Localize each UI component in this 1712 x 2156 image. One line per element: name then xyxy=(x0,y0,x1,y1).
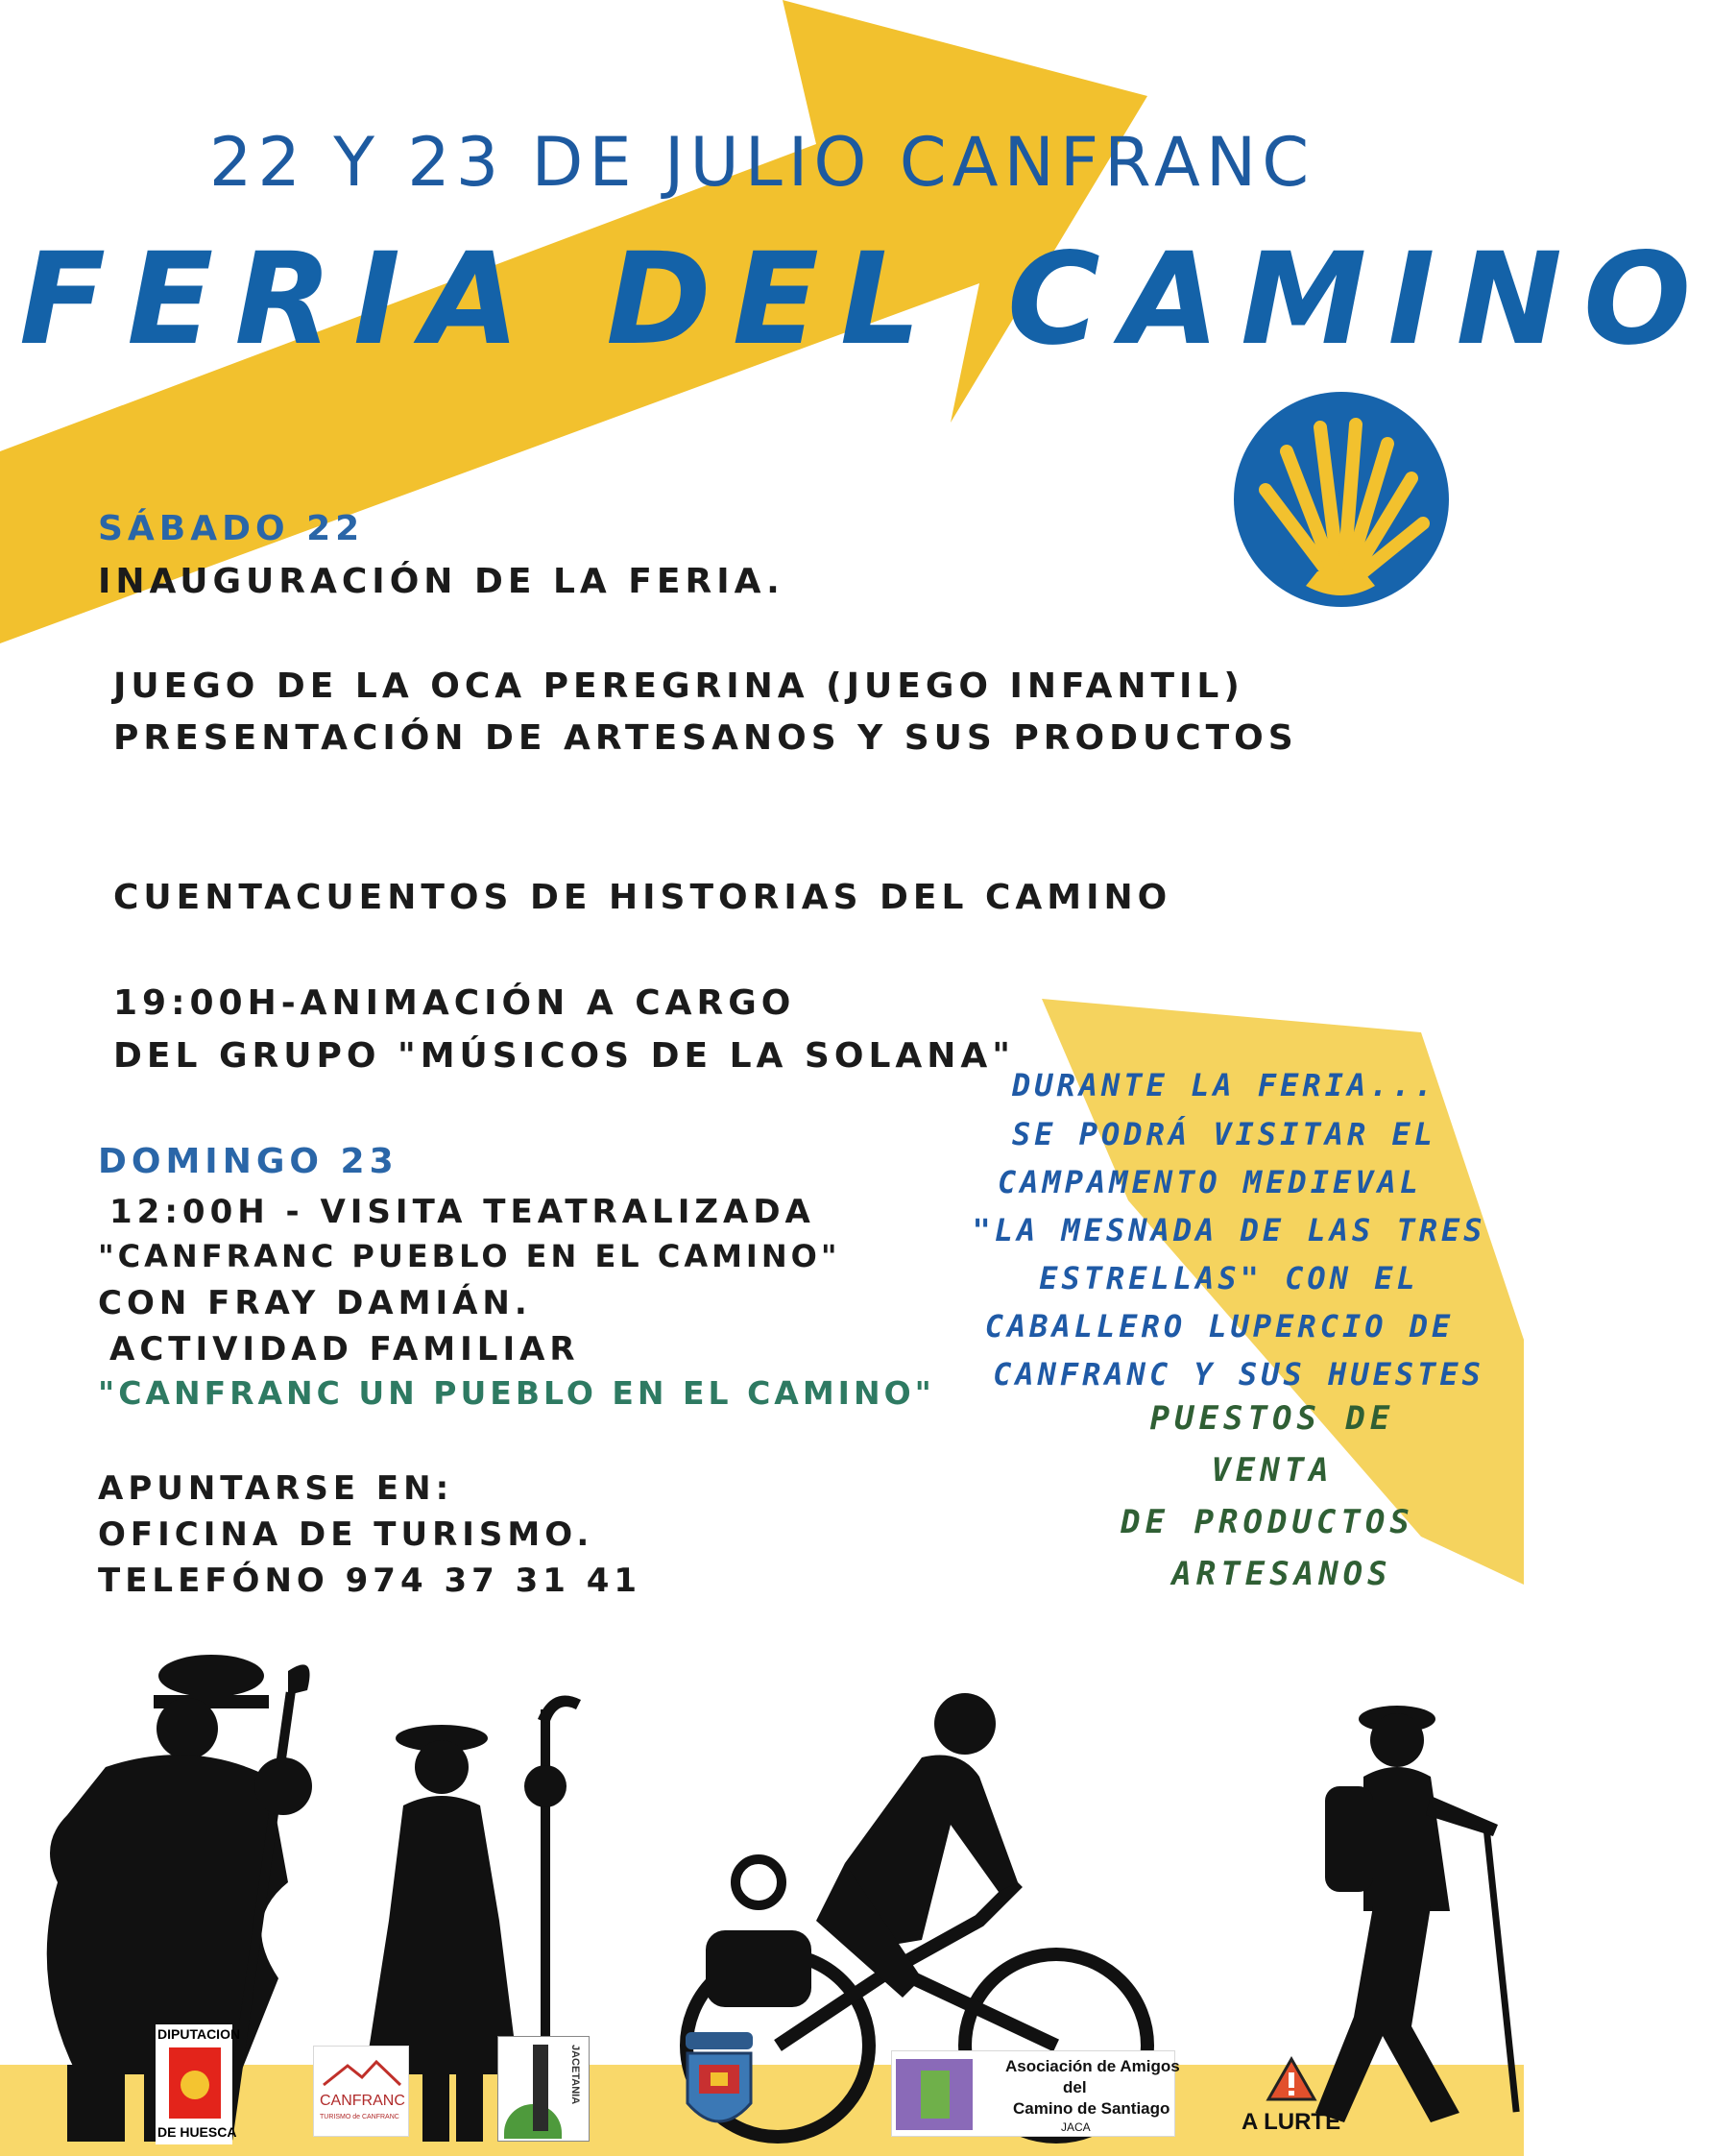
warning-triangle-icon xyxy=(1234,2055,1349,2103)
sunday-line: "CANFRANC PUEBLO EN EL CAMINO" xyxy=(98,1238,841,1274)
municipal-shield-logo xyxy=(680,2026,759,2140)
saturday-line: CUENTACUENTOS DE HISTORIAS DEL CAMINO xyxy=(113,878,1172,917)
signup-phone: TELEFÓNO 974 37 31 41 xyxy=(98,1562,642,1600)
jacetania-letter-j xyxy=(533,2045,548,2131)
saturday-line: JUEGO DE LA OCA PEREGRINA (JUEGO INFANTIL) xyxy=(113,666,1244,706)
jacetania-logo-text: JACETANIA xyxy=(569,2045,581,2105)
event-date-heading: 22 Y 23 DE JULIO CANFRANC xyxy=(208,123,1315,202)
sunday-line: CON FRAY DAMIÁN. xyxy=(98,1284,532,1322)
mountain-icon xyxy=(314,2052,410,2091)
saturday-line: INAUGURACIÓN DE LA FERIA. xyxy=(98,562,784,601)
asociacion-logo-text: JACA xyxy=(1061,2120,1091,2134)
stalls-line: VENTA xyxy=(1211,1451,1334,1490)
during-line: DURANTE LA FERIA... xyxy=(1011,1067,1437,1103)
sunday-heading: DOMINGO 23 xyxy=(98,1142,398,1181)
saturday-line: 19:00H-ANIMACIÓN A CARGO xyxy=(113,983,796,1023)
sunday-line: ACTIVIDAD FAMILIAR xyxy=(109,1330,580,1369)
stalls-line: PUESTOS DE xyxy=(1149,1399,1395,1438)
during-line: SE PODRÁ VISITAR EL xyxy=(1011,1116,1437,1152)
coat-of-arms-icon xyxy=(680,2026,759,2140)
stalls-line: DE PRODUCTOS xyxy=(1121,1503,1414,1541)
diputacion-logo-text: DE HUESCA xyxy=(157,2124,237,2140)
asociacion-logo-text: del xyxy=(1063,2078,1087,2096)
stalls-line: ARTESANOS xyxy=(1171,1555,1392,1593)
canfranc-logo-subtext: TURISMO de CANFRANC xyxy=(320,2114,399,2120)
diputacion-logo-text: DIPUTACION xyxy=(157,2026,241,2042)
canfranc-logo-text: CANFRANC xyxy=(320,2093,405,2109)
saturday-line: PRESENTACIÓN DE ARTESANOS Y SUS PRODUCTOS xyxy=(113,718,1298,758)
page-title: FERIA DEL CAMINO xyxy=(19,226,1712,374)
jacetania-logo xyxy=(497,2036,590,2142)
asociacion-logo-text: Camino de Santiago xyxy=(1013,2099,1170,2118)
signup-line: OFICINA DE TURISMO. xyxy=(98,1515,594,1554)
alurte-logo xyxy=(1234,2055,1349,2137)
sunday-line: 12:00H - VISITA TEATRALIZADA xyxy=(109,1193,815,1231)
during-line: CANFRANC Y SUS HUESTES xyxy=(993,1356,1484,1393)
diputacion-huesca-logo xyxy=(156,2024,241,2144)
during-line: ESTRELLAS" CON EL xyxy=(1039,1260,1419,1296)
during-line: CAMPAMENTO MEDIEVAL xyxy=(997,1164,1423,1200)
diputacion-emblem-circle xyxy=(181,2071,209,2099)
asociacion-amigos-logo xyxy=(891,2050,1180,2137)
canfranc-tourism-logo xyxy=(313,2046,409,2137)
saturday-heading: SÁBADO 22 xyxy=(98,509,365,548)
scallop-shell-icon xyxy=(1234,392,1449,607)
saturday-line: DEL GRUPO "MÚSICOS DE LA SOLANA" xyxy=(113,1036,1016,1076)
asociacion-logo-text: Asociación de Amigos xyxy=(1005,2057,1180,2075)
during-line: CABALLERO LUPERCIO DE xyxy=(984,1308,1455,1344)
sunday-activity-title: "CANFRANC UN PUEBLO EN EL CAMINO" xyxy=(98,1374,935,1412)
alurte-logo-text: A LURTE xyxy=(1242,2109,1341,2135)
signup-line: APUNTARSE EN: xyxy=(98,1469,454,1508)
asociacion-emblem-inner xyxy=(921,2071,950,2119)
during-line: "LA MESNADA DE LAS TRES xyxy=(972,1212,1486,1248)
